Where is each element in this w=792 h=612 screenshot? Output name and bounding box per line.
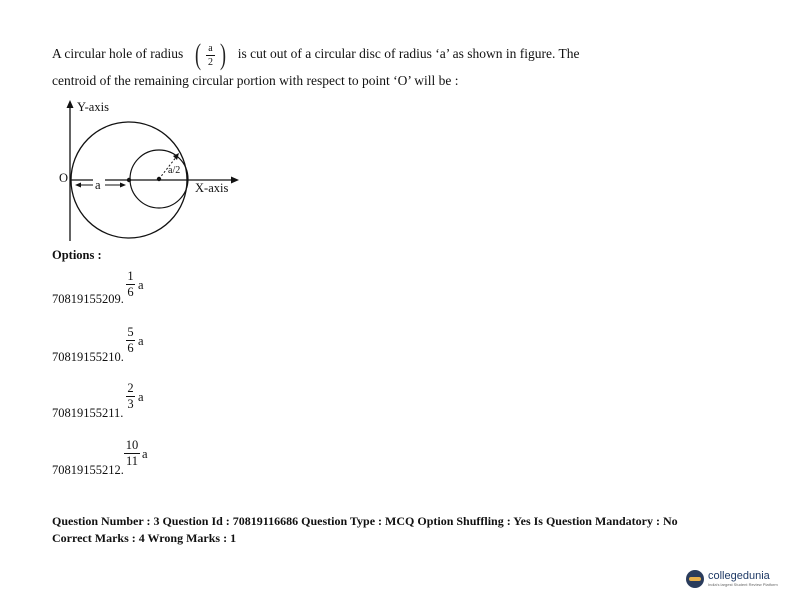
option-4-var: a bbox=[142, 447, 148, 461]
option-2-numerator: 5 bbox=[127, 325, 134, 339]
radius-numerator: a bbox=[208, 42, 213, 54]
question-text-after: is cut out of a circular disc of radius ‘a’ as shown in figure. The bbox=[237, 46, 580, 62]
option-3-numerator: 2 bbox=[127, 381, 134, 395]
option-1-fraction bbox=[126, 270, 135, 299]
option-2-fraction bbox=[126, 326, 135, 355]
option-3-fraction bbox=[126, 382, 135, 411]
option-4-fraction bbox=[124, 439, 140, 468]
question-text-before: A circular hole of radius bbox=[52, 46, 184, 62]
option-3-denominator: 3 bbox=[127, 397, 134, 411]
option-1-denominator: 6 bbox=[127, 285, 134, 299]
distance-label: a bbox=[95, 178, 101, 192]
radius-fraction bbox=[193, 40, 229, 70]
question-line-1 bbox=[52, 40, 579, 70]
collegedunia-logo[interactable] bbox=[686, 566, 786, 592]
option-2-denominator: 6 bbox=[127, 341, 134, 355]
question-meta-line-2: Correct Marks : 4 Wrong Marks : 1 bbox=[52, 531, 237, 545]
y-axis-label: Y-axis bbox=[77, 100, 109, 114]
option-4-numerator: 10 bbox=[125, 438, 139, 452]
distance-arrow-right bbox=[120, 183, 126, 188]
right-paren: ) bbox=[220, 38, 227, 71]
option-2-id: 70819155210. bbox=[52, 350, 124, 364]
x-axis-label: X-axis bbox=[195, 181, 229, 195]
question-meta-line-1: Question Number : 3 Question Id : 70819116686 Question Type : MCQ Option Shuffling : Yes Is Question Mandatory : No bbox=[52, 514, 678, 528]
radius-denominator: 2 bbox=[207, 56, 213, 68]
y-axis-arrow bbox=[67, 100, 74, 108]
options-title: Options : bbox=[52, 248, 102, 262]
origin-label: O bbox=[59, 171, 69, 185]
logo-tagline: India's largest Student Review Platform bbox=[708, 582, 778, 587]
option-1-numerator: 1 bbox=[127, 269, 134, 283]
option-4-denominator: 11 bbox=[125, 454, 139, 468]
left-paren: ( bbox=[194, 38, 201, 71]
x-axis-arrow bbox=[231, 177, 239, 184]
option-1-id: 70819155209. bbox=[52, 292, 124, 306]
option-2-var: a bbox=[138, 334, 144, 348]
logo-mascot-icon bbox=[686, 570, 704, 588]
distance-arrow-left bbox=[75, 183, 81, 188]
option-4-id: 70819155212. bbox=[52, 463, 124, 477]
disc-figure bbox=[55, 96, 255, 246]
disc-center bbox=[127, 178, 131, 182]
small-radius-label: a/2 bbox=[168, 165, 181, 176]
option-3-var: a bbox=[138, 390, 144, 404]
option-3-id: 70819155211. bbox=[52, 406, 124, 420]
option-1-var: a bbox=[138, 278, 144, 292]
logo-text: collegedunia bbox=[708, 570, 770, 582]
question-line-2: centroid of the remaining circular portion with respect to point ‘O’ will be : bbox=[52, 73, 459, 88]
